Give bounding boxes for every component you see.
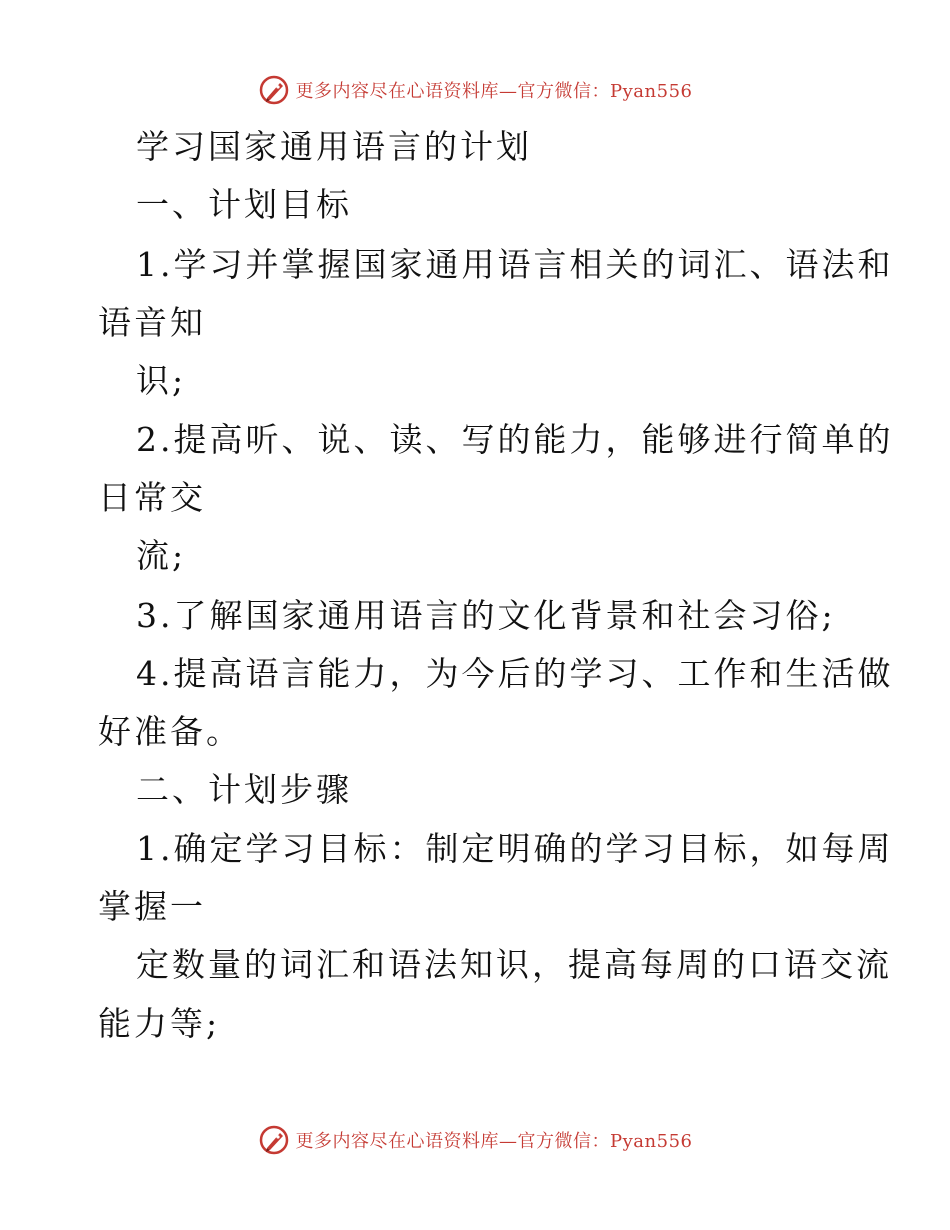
goal-1-line-1: 1.学习并掌握国家通用语言相关的词汇、语法和 bbox=[136, 245, 894, 284]
footer-banner bbox=[0, 1122, 950, 1158]
goal-2-line-1: 2.提高听、说、读、写的能力，能够进行简单的 bbox=[136, 420, 894, 459]
header-banner bbox=[0, 72, 950, 108]
step-1-line-2: 掌握一 bbox=[98, 887, 206, 926]
goal-4-line-1: 4.提高语言能力，为今后的学习、工作和生活做 bbox=[136, 654, 894, 693]
pen-logo-icon bbox=[258, 74, 290, 106]
header-banner-text: 更多内容尽在心语资料库—官方微信：Pyan556 bbox=[295, 81, 693, 102]
goal-1-line-3: 识; bbox=[136, 361, 187, 400]
section-heading-steps: 二、计划步骤 bbox=[136, 770, 352, 809]
goal-2-line-3: 流; bbox=[136, 536, 187, 575]
step-1-line-1: 1.确定学习目标：制定明确的学习目标，如每周 bbox=[136, 829, 894, 868]
section-heading-goals: 一、计划目标 bbox=[136, 185, 352, 224]
goal-1-line-2: 语音知 bbox=[98, 303, 206, 342]
step-1-line-4: 能力等; bbox=[98, 1004, 221, 1043]
document-title: 学习国家通用语言的计划 bbox=[136, 127, 532, 166]
step-1-line-3: 定数量的词汇和语法知识，提高每周的口语交流 bbox=[136, 945, 892, 984]
pen-logo-icon bbox=[258, 1124, 290, 1156]
footer-banner-text: 更多内容尽在心语资料库—官方微信：Pyan556 bbox=[295, 1131, 693, 1152]
goal-2-line-2: 日常交 bbox=[98, 478, 206, 517]
goal-3-line-1: 3.了解国家通用语言的文化背景和社会习俗; bbox=[136, 596, 836, 635]
goal-4-line-2: 好准备。 bbox=[98, 712, 242, 751]
